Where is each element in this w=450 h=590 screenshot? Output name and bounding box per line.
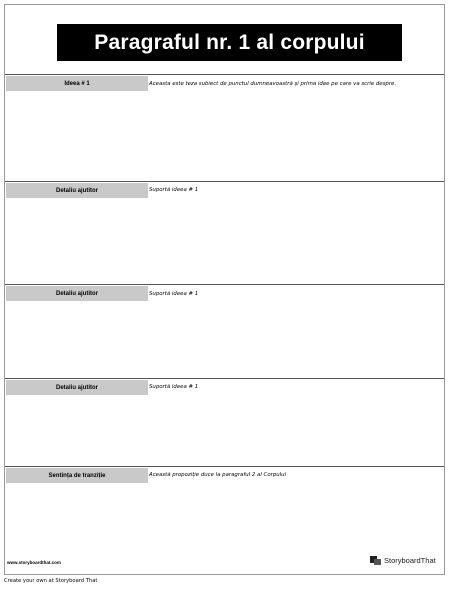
worksheet [4,4,445,575]
logo-text: StoryboardThat [384,556,436,565]
section-label-idea: Ideea # 1 [6,76,148,91]
section-text-idea: Aceasta este teza subiect de punctul dumneavoastră și prima idee pe care va scrie despre. [149,81,397,87]
section-label-transition: Sentința de tranziție [6,468,148,483]
section-divider [5,466,444,467]
section-divider [5,74,444,75]
section-divider [5,181,444,182]
section-text-detail-3: Suportă ideea # 1 [149,384,199,390]
title-bar [57,24,402,61]
section-label-detail-1: Detaliu ajutitor [6,183,148,198]
section-text-transition: Această propoziție duce la paragraful 2 al Corpului [149,472,287,478]
section-label-detail-2: Detaliu ajutitor [6,286,148,301]
section-divider [5,378,444,379]
storyboardthat-logo-icon [370,556,381,565]
section-text-detail-2: Suportă ideea # 1 [149,291,199,297]
section-text-detail-1: Suportă ideea # 1 [149,187,199,193]
footer-url[interactable]: www.storyboardthat.com [7,560,61,565]
storyboardthat-logo[interactable] [370,556,436,565]
page-title: Paragraful nr. 1 al corpului [94,30,365,54]
section-label-detail-3: Detaliu ajutitor [6,380,148,395]
create-your-own-link[interactable]: Create your own at Storyboard That [4,578,98,584]
section-divider [5,284,444,285]
